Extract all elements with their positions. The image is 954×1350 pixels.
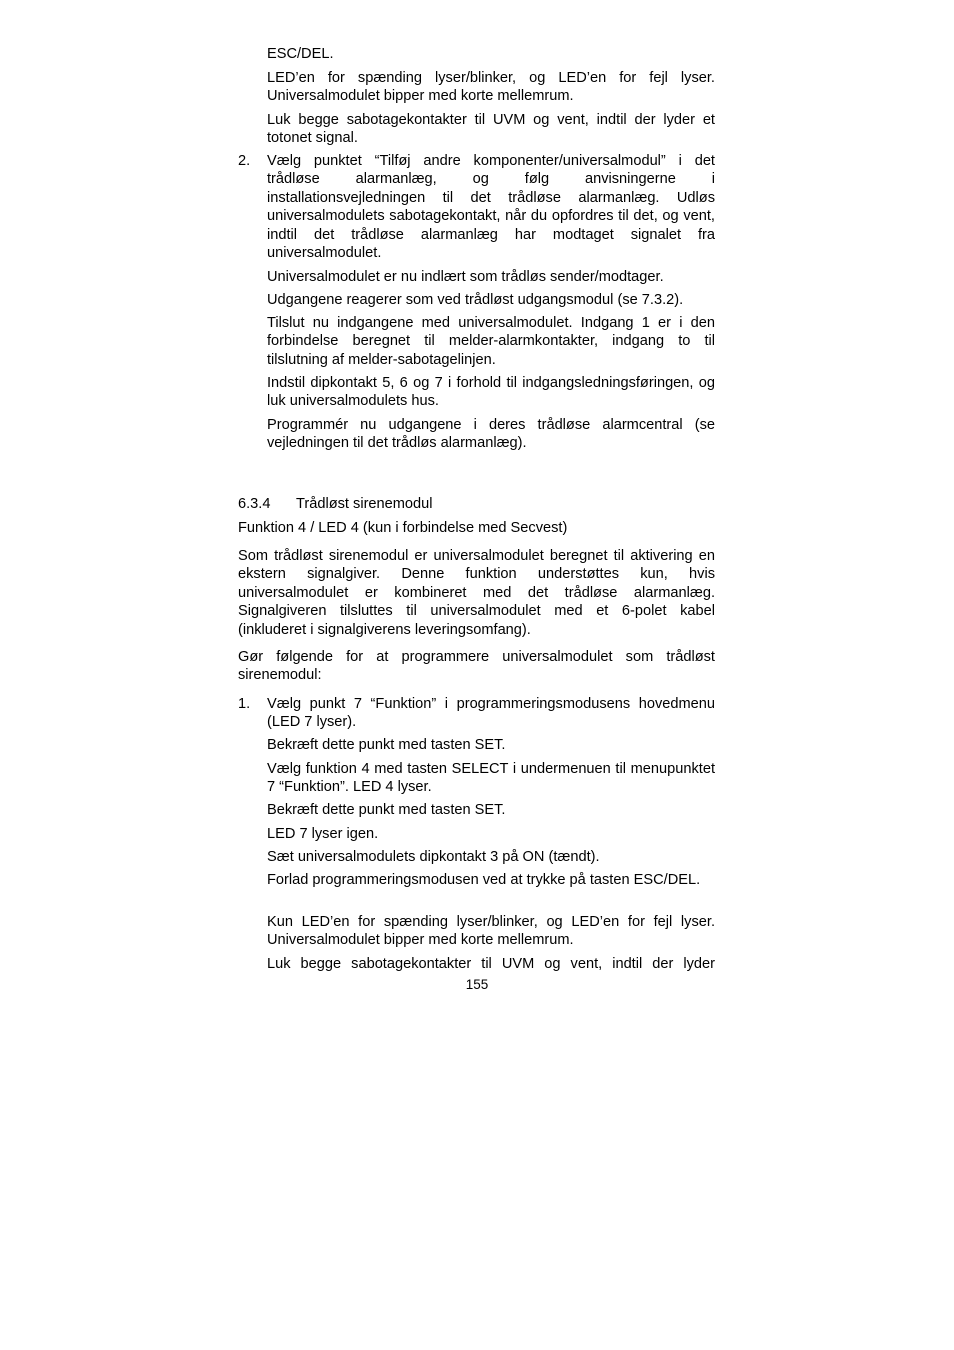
list-item-2-text: Vælg punktet “Tilføj andre komponenter/universalmodul” i det trådløse alarmanlæg, og følg anvisningerne i installationsvejledningen til det trådløse alarmanlæg. Udløs universalmodulets sabotagekontakt, når du opfordres til det, og vent, indtil det trådløse alarmanlæg har modtaget signalet fra universalmodulet. xyxy=(267,153,715,262)
list-number-2: 2. xyxy=(238,153,251,169)
paragraph-lead: Gør følgende for at programmere universalmodulet som trådløst sirenemodul: xyxy=(238,649,715,684)
paragraph-confirm-set-1: Bekræft dette punkt med tasten SET. xyxy=(267,737,506,753)
paragraph-intro: Som trådløst sirenemodul er universalmodulet beregnet til aktivering en ekstern signalgiver. Denne funktion understøttes kun, hvis universalmodulet er kombineret med det trådløse alarmanlæg. Signalgiveren tilsluttes til universalmodulet med et 6-polet kabel (inkluderet i signalgiverens leveringsomfang). xyxy=(238,548,715,638)
paragraph-dip3: Sæt universalmodulets dipkontakt 3 på ON (tændt). xyxy=(267,849,600,865)
paragraph-connect-inputs: Tilslut nu indgangene med universalmodulet. Indgang 1 er i den forbindelse beregnet til melder-alarmkontakter, indgang to til tilslutning af melder-sabotagelinjen. xyxy=(267,315,715,368)
section-title: Trådløst sirenemodul xyxy=(296,496,433,512)
paragraph-led-status: LED’en for spænding lyser/blinker, og LED’en for fejl lyser. Universalmodulet bipper med korte mellemrum. xyxy=(267,70,715,105)
paragraph-confirm-set-2: Bekræft dette punkt med tasten SET. xyxy=(267,802,506,818)
paragraph-led-only: Kun LED’en for spænding lyser/blinker, og LED’en for fejl lyser. Universalmodulet bipper med korte mellemrum. xyxy=(267,914,715,949)
paragraph-leave-programming: Forlad programmeringsmodusen ved at trykke på tasten ESC/DEL. xyxy=(267,872,701,888)
paragraph-dip-switch: Indstil dipkontakt 5, 6 og 7 i forhold til indgangsledningsføringen, og luk universalmodulets hus. xyxy=(267,375,715,410)
list-number-1: 1. xyxy=(238,696,251,712)
paragraph-led7: LED 7 lyser igen. xyxy=(267,826,379,842)
paragraph-close-tamper: Luk begge sabotagekontakter til UVM og vent, indtil der lyder et totonet signal. xyxy=(267,112,715,147)
section-heading xyxy=(238,495,433,513)
paragraph-program-outputs: Programmér nu udgangene i deres trådløse alarmcentral (se vejledningen til det trådløs alarmanlæg). xyxy=(267,417,715,452)
page-number: 155 xyxy=(465,977,489,992)
paragraph-select-function: Vælg funktion 4 med tasten SELECT i undermenuen til menupunktet 7 “Funktion”. LED 4 lyser. xyxy=(267,761,715,796)
paragraph-outputs: Udgangene reagerer som ved trådløst udgangsmodul (se 7.3.2). xyxy=(267,292,684,308)
list-item-1-text: Vælg punkt 7 “Funktion” i programmeringsmodusens hovedmenu (LED 7 lyser). xyxy=(267,696,715,731)
paragraph-close-tamper-2: Luk begge sabotagekontakter til UVM og vent, indtil der lyder xyxy=(267,956,715,972)
section-number: 6.3.4 xyxy=(238,496,271,512)
paragraph-learned: Universalmodulet er nu indlært som trådløs sender/modtager. xyxy=(267,269,664,285)
section-subtitle: Funktion 4 / LED 4 (kun i forbindelse med Secvest) xyxy=(238,520,568,536)
paragraph-esc-del: ESC/DEL. xyxy=(267,46,334,62)
